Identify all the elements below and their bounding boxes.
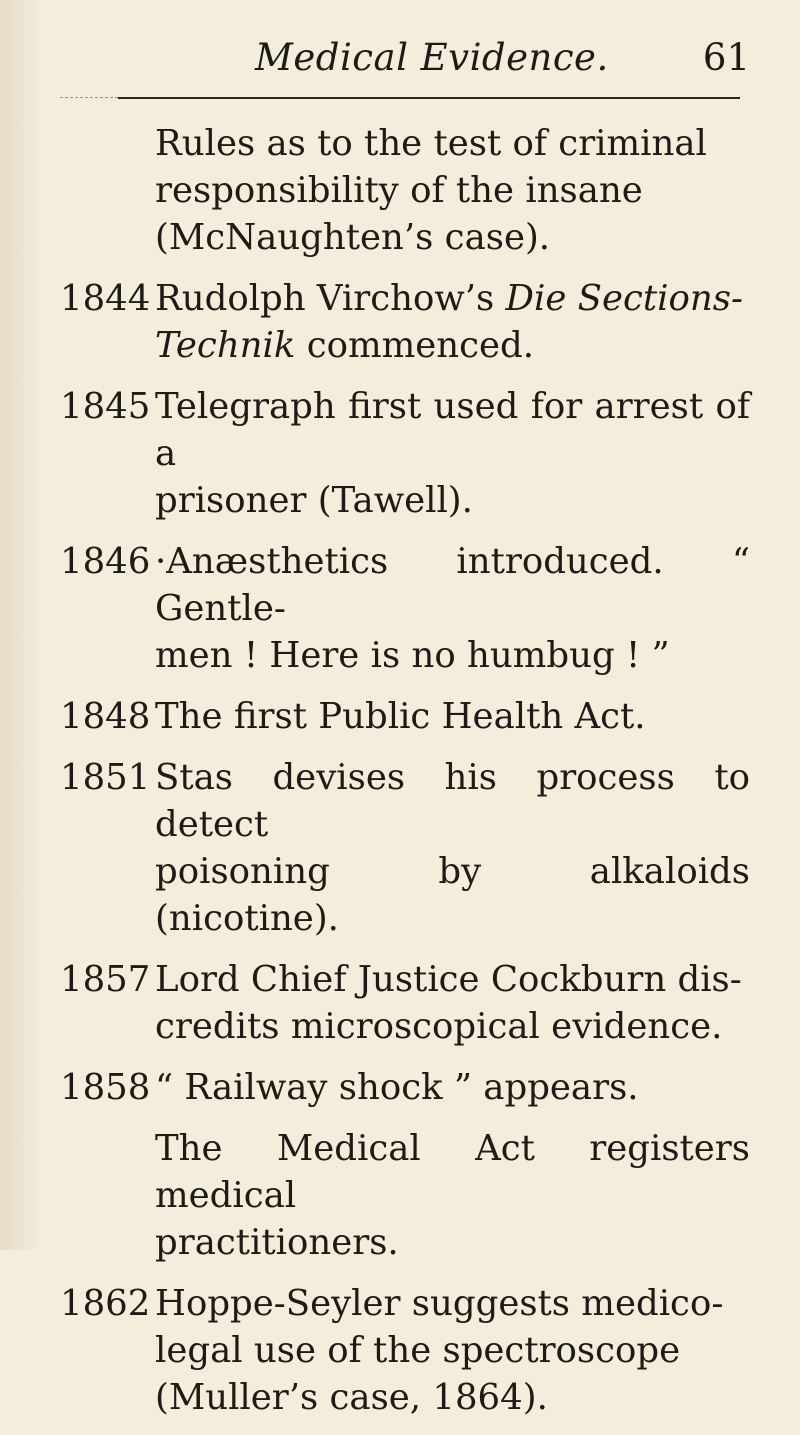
entry-line: (Muller’s case, 1864). — [155, 1377, 548, 1418]
entry-line: Stas devises his process to detect — [155, 757, 750, 845]
book-title: Technik — [155, 325, 296, 366]
entry-line: The first Public Health Act. — [155, 696, 646, 737]
entry-line: ·Anæsthetics introduced. “ Gentle- — [155, 541, 750, 629]
chronology-entry — [60, 120, 750, 261]
entry-text — [155, 383, 750, 524]
running-head: Medical Evidence. — [255, 36, 609, 79]
entry-line: (McNaughten’s case). — [155, 217, 551, 258]
entry-year: 1844 — [60, 278, 151, 319]
entry-year: 1848 — [60, 696, 151, 737]
entry-line: credits microscopical evidence. — [155, 1006, 723, 1047]
entry-line: men ! Here is no humbug ! ” — [155, 635, 670, 676]
entry-year — [60, 120, 155, 261]
entry-text — [155, 754, 750, 942]
entry-text — [155, 1064, 750, 1111]
entry-line: practitioners. — [155, 1222, 399, 1263]
entry-line: prisoner (Tawell). — [155, 480, 473, 521]
page-edge-shading — [0, 0, 42, 1250]
chronology-entry — [60, 1064, 750, 1111]
chronology-entry — [60, 275, 750, 369]
chronology-entry — [60, 383, 750, 524]
entry-line: responsibility of the insane — [155, 170, 643, 211]
entry-line — [155, 275, 750, 322]
page-number: 61 — [702, 36, 750, 79]
chronology-entry — [60, 1125, 750, 1266]
chronology-entry — [60, 754, 750, 942]
entry-text — [155, 956, 750, 1050]
entry-line-part: commenced. — [295, 325, 535, 366]
entry-line: Rules as to the test of criminal — [155, 123, 707, 164]
entry-line: The Medical Act registers medical — [155, 1128, 750, 1216]
chronology-entry — [60, 956, 750, 1050]
entry-year: 1862 — [60, 1283, 151, 1324]
entry-text — [155, 1280, 750, 1421]
book-title: Die Sections- — [505, 278, 743, 319]
entry-text — [155, 120, 750, 261]
entry-line: poisoning by alkaloids (nicotine). — [155, 851, 750, 939]
entry-text — [155, 693, 750, 740]
chronology-entry — [60, 693, 750, 740]
entry-year: 1845 — [60, 386, 151, 427]
entry-year: 1846 — [60, 541, 151, 582]
entry-text — [155, 538, 750, 679]
header-rule-faint — [60, 97, 118, 99]
entry-text — [155, 275, 750, 369]
entry-year: 1858 — [60, 1067, 151, 1108]
entry-line: Hoppe-Seyler suggests medico- — [155, 1283, 724, 1324]
entry-line: legal use of the spectroscope — [155, 1330, 681, 1371]
entry-line-part: Rudolph Virchow’s — [155, 278, 506, 319]
entry-line — [155, 322, 750, 369]
entry-text — [155, 1125, 750, 1266]
page-header — [120, 36, 750, 86]
chronology-entry — [60, 538, 750, 679]
chronology-list — [60, 120, 750, 1435]
entry-line: Lord Chief Justice Cockburn dis- — [155, 959, 742, 1000]
entry-line: Telegraph first used for arrest of a — [155, 386, 750, 474]
entry-year: 1851 — [60, 757, 151, 798]
entry-line: “ Railway shock ” appears. — [155, 1067, 639, 1108]
header-rule — [118, 97, 740, 99]
entry-year: 1857 — [60, 959, 151, 1000]
entry-year — [60, 1125, 155, 1266]
chronology-entry — [60, 1280, 750, 1421]
